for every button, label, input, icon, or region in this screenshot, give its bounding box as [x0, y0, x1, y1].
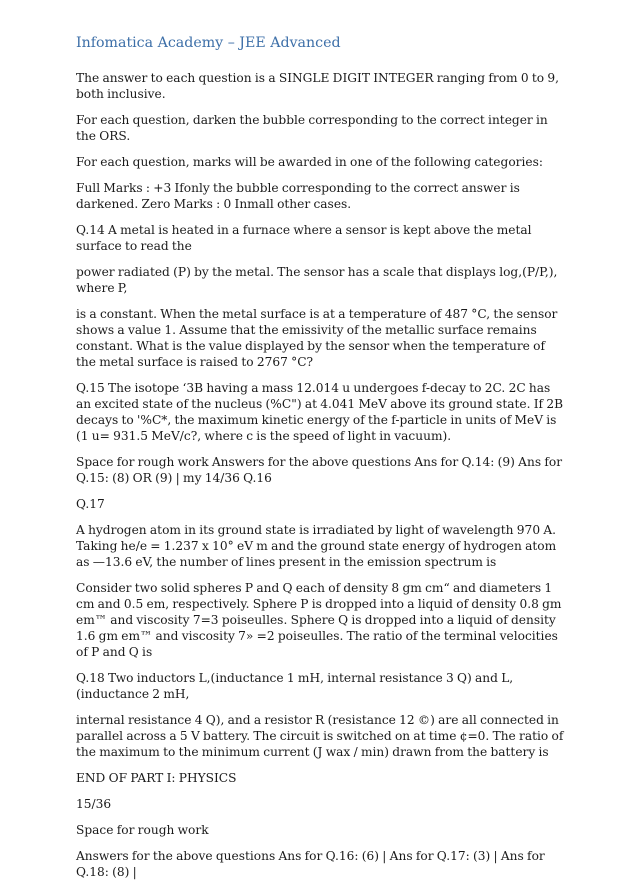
- paragraph: For each question, darken the bubble corresponding to the correct integer in the ORS.: [76, 113, 548, 143]
- paragraph: Q.17: [76, 497, 105, 511]
- page-header: Infomatica Academy – JEE Advanced: [76, 35, 341, 51]
- paragraph: Q.14 A metal is heated in a furnace where a sensor is kept above the metal surface to read the: [76, 223, 532, 253]
- paragraph: is a constant. When the metal surface is at a temperature of 487 °C, the sensor shows a value 1. Assume that the emissivity of the metallic surface remains constant. What is the value displayed by the sensor when the temperature of the metal surface is raised to 2767 °C?: [76, 307, 558, 369]
- paragraph: Answers for the above questions Ans for Q.16: (6) | Ans for Q.17: (3) | Ans for Q.18: (8) |: [76, 849, 545, 879]
- paragraph: The answer to each question is a SINGLE DIGIT INTEGER ranging from 0 to 9, both inclusive.: [76, 71, 560, 101]
- paragraph: 15/36: [76, 797, 112, 811]
- paragraph: For each question, marks will be awarded in one of the following categories:: [76, 155, 543, 169]
- document-page: [76, 34, 566, 890]
- document-body: [76, 70, 566, 880]
- paragraph: Consider two solid spheres P and Q each of density 8 gm cm“ and diameters 1 cm and 0.5 em, respectively. Sphere P is dropped into a liquid of density 0.8 gm em™ and viscosity 7=3 poiseulles. Sphere Q is dropped into a liquid of density 1.6 gm em™ and viscosity 7» =2 poiseulles. The ratio of the terminal velocities of P and Q is: [76, 581, 562, 659]
- paragraph: Space for rough work Answers for the above questions Ans for Q.14: (9) Ans for Q.15: (8) OR (9) | my 14/36 Q.16: [76, 455, 563, 485]
- paragraph: internal resistance 4 Q), and a resistor R (resistance 12 ©) are all connected in parallel across a 5 V battery. The circuit is switched on at time ¢=0. The ratio of the maximum to the minimum current (J wax / min) drawn from the battery is: [76, 713, 564, 759]
- paragraph: END OF PART I: PHYSICS: [76, 771, 237, 785]
- paragraph: Full Marks : +3 Ifonly the bubble corresponding to the correct answer is darkened. Zero Marks : 0 Inmall other cases.: [76, 181, 520, 211]
- paragraph: Q.18 Two inductors L,(inductance 1 mH, internal resistance 3 Q) and L, (inductance 2 mH,: [76, 671, 514, 701]
- paragraph: Space for rough work: [76, 823, 209, 837]
- paragraph: power radiated (P) by the metal. The sensor has a scale that displays log,(P/P,), where P,: [76, 265, 558, 295]
- paragraph: Q.15 The isotope ‘3B having a mass 12.014 u undergoes f-decay to 2C. 2C has an excited state of the nucleus (%C") at 4.041 MeV above its ground state. If 2B decays to '%C*, the maximum kinetic energy of the f-particle in units of MeV is (1 u= 931.5 MeV/c?, where c is the speed of light in vacuum).: [76, 381, 564, 443]
- paragraph: A hydrogen atom in its ground state is irradiated by light of wavelength 970 A. Taking he/e = 1.237 x 10° eV m and the ground state energy of hydrogen atom as —13.6 eV, the number of lines present in the emission spectrum is: [76, 523, 557, 569]
